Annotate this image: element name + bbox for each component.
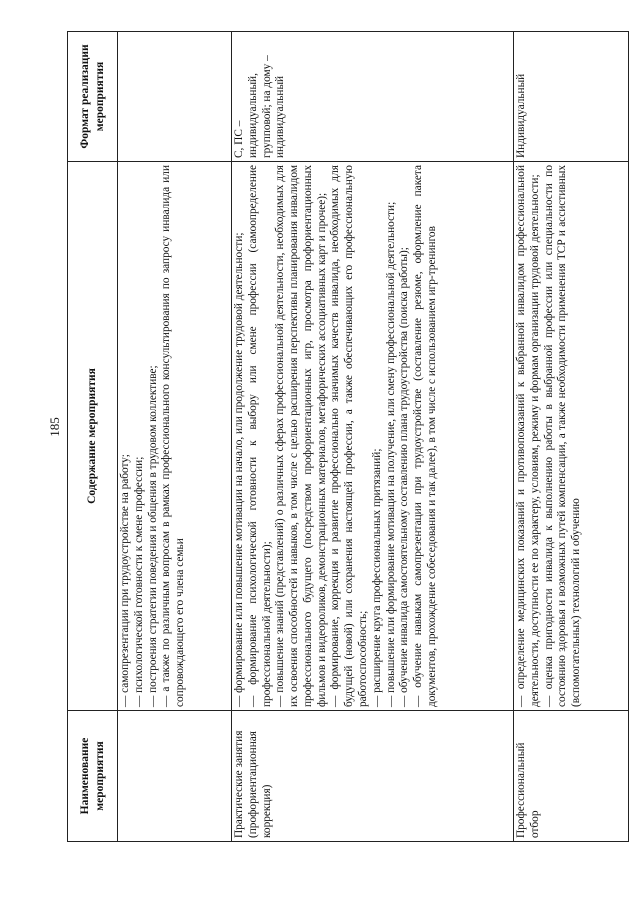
header-content: Содержание мероприятия (68, 162, 118, 711)
row-format-cell (118, 32, 232, 162)
header-format: Формат реализации мероприятия (68, 32, 118, 162)
content-item: — формирование психологической готовности к выбору или смене профессии (самоопределение профессиональной деятельности); (246, 165, 273, 707)
rotated-table-container (67, 32, 628, 842)
row-content-cell (118, 162, 232, 711)
row-name-cell: Профессиональный отбор (514, 711, 629, 842)
row-format-cell: Индивидуальный (514, 32, 629, 162)
row-name-cell (118, 711, 232, 842)
row-content-cell (232, 162, 514, 711)
content-item: — формирование или повышение мотивации на начало, или продолжение трудовой деятельности; (233, 232, 245, 707)
content-item: — расширение круга профессиональных притязаний; (370, 448, 383, 707)
content-item: — формирование, коррекция и развитие профессионально значимых качеств инвалида, необходимых для будущей (новой) или сохранения настоящей профессии, а также обеспечивающих его профессиональную работоспособность; (329, 165, 370, 707)
content-item: — повышение знаний (представлений) о различных сферах профессиональной деятельности, необходимых для их освоения способностей и навыков, в том числе с целью расширения перспективы планирования инвалидом профессионального будущего (посредством профориентационных игр, просмотра профориентационных фильмов и видеороликов, демонстрационных материалов, метафорических ассоциативных карт и прочее); (274, 165, 328, 707)
content-item: — обучение навыкам самопрезентации при трудоустройстве (составление резюме, оформление пакета документов, прохождение собеседования и так далее), в том числе с использованием игр-тренингов (412, 165, 438, 707)
content-item: — определение медицинских показаний и противопоказаний к выбранной инвалидом профессиональной деятельности, доступности ее по характеру, условиям, режиму и формам организации трудовой деятельности; (515, 165, 541, 707)
activities-table (67, 31, 629, 842)
row-format-cell: С, ПС – индивидуальный, групповой; на дому – индивидуальный (232, 32, 514, 162)
content-item: — обучение инвалида самостоятельному составлению плана трудоустройства (поиска работы); (398, 247, 411, 707)
table-row (514, 32, 629, 842)
page-number: 185 (47, 417, 62, 437)
table-header-row (68, 32, 118, 842)
header-name: Наименование мероприятия (68, 711, 118, 842)
row-content-cell (514, 162, 629, 711)
table-row (118, 32, 232, 842)
content-item: — самопрезентации при трудоустройстве на работу; (119, 454, 131, 707)
table-row (232, 32, 514, 842)
row-name-cell: Практические занятия (профориентационная коррекция) (232, 711, 514, 842)
content-item: — оценка пригодности инвалида к выполнению работы в выбранной профессии или специальности по состоянию здоровья и возможных путей компенсации, а также необходимости применения ТСР и ассистивных (вспомогательных) технологий и обучению (542, 165, 583, 707)
content-item: — психологической готовности к смене профессии; (132, 456, 145, 707)
content-item: — а также по различным вопросам в рамках профессионального консультирования по запросу инвалида или сопровождающего его члена семьи (160, 165, 187, 707)
content-item: — повышение или формирование мотивации на получение, или смену профессиональной деятельности; (384, 201, 397, 707)
content-item: — построения стратегии поведения и общения в трудовом коллективе; (146, 365, 159, 707)
